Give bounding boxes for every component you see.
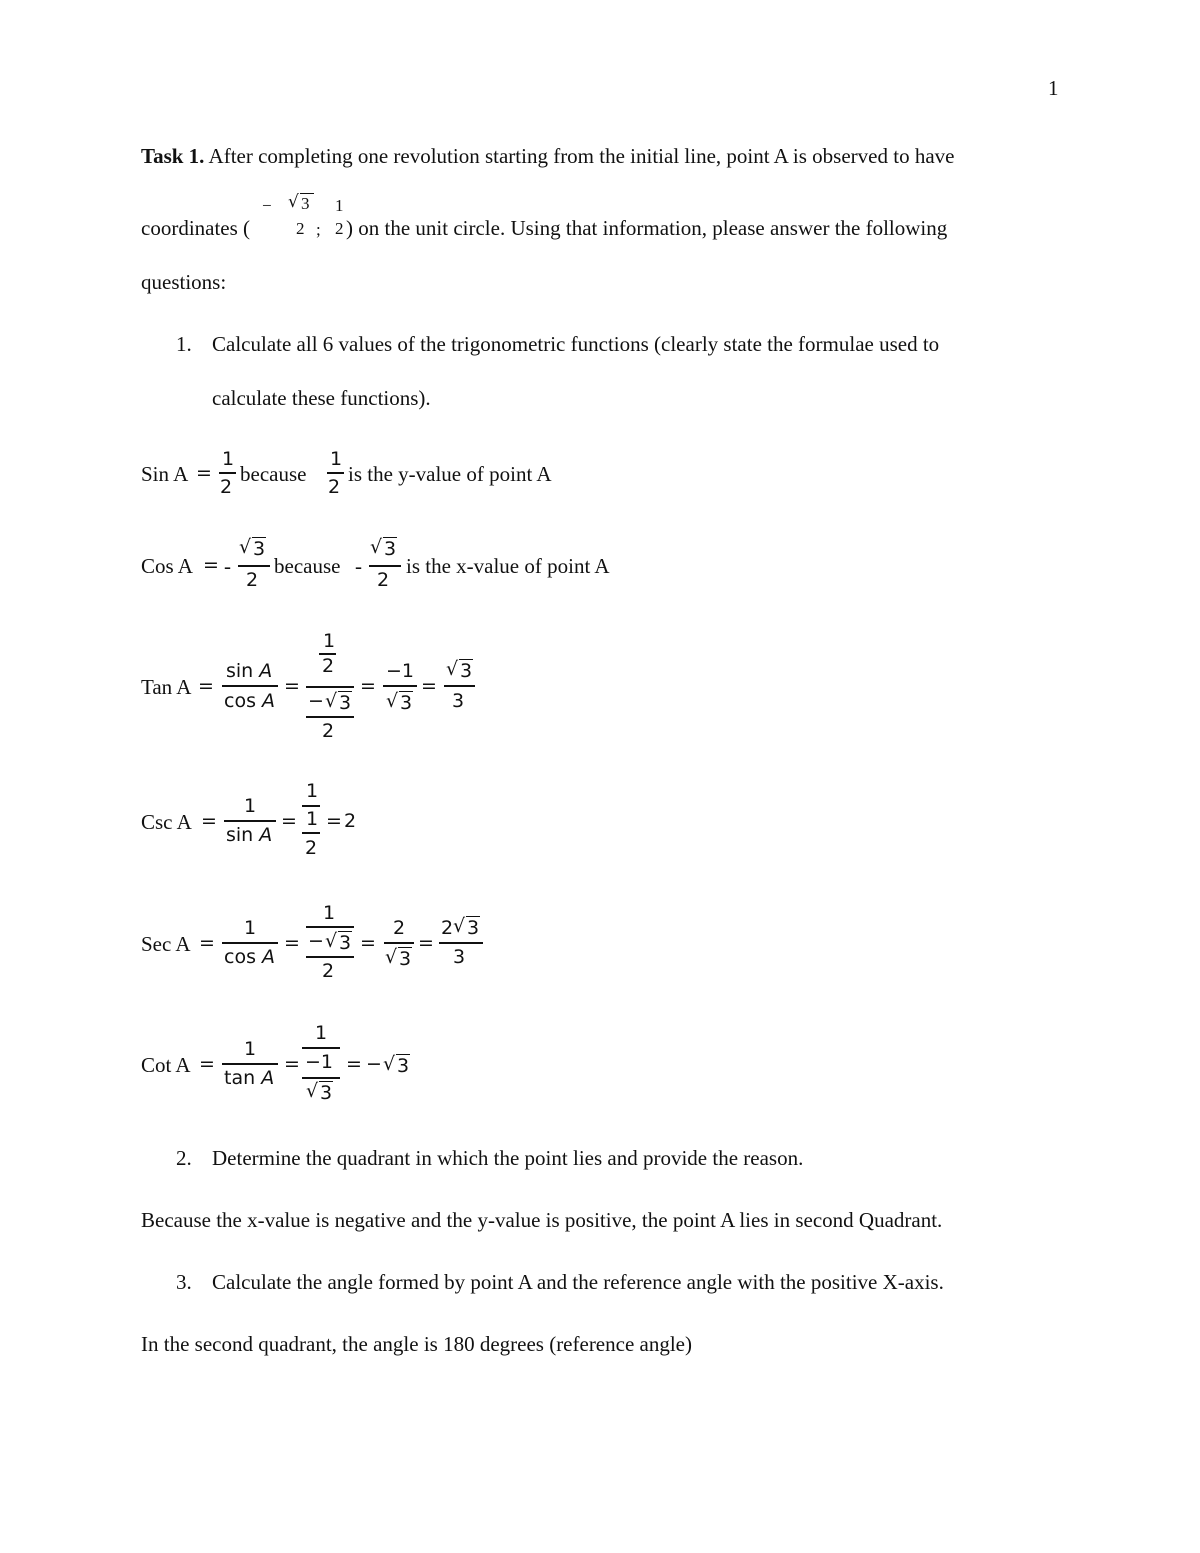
- cot-equals-1: =: [199, 1053, 215, 1075]
- question-1-text: Calculate all 6 values of the trigonometric functions (clearly state the formulae used to: [212, 332, 940, 356]
- question-3-number: 3.: [176, 1270, 192, 1294]
- cos-den-2: 2: [377, 569, 390, 591]
- sin-label: Sin A: [141, 462, 189, 486]
- tan-sin-num: sin A: [226, 660, 273, 682]
- tan-c-num-1: 1: [323, 630, 336, 652]
- tan-equals-2: =: [284, 675, 300, 697]
- sec-equals-2: =: [284, 932, 300, 954]
- sec-label: Sec A: [141, 932, 191, 956]
- coord-separator: ;: [316, 220, 321, 239]
- tan-neg-one: −1: [386, 660, 415, 682]
- cot-num: 1: [244, 1038, 257, 1060]
- csc-result: 2: [344, 810, 357, 832]
- task-intro-line3: questions:: [141, 270, 227, 294]
- cot-label: Cot A: [141, 1053, 191, 1077]
- sin-den-2: 2: [328, 476, 341, 498]
- question-2-number: 2.: [176, 1146, 192, 1170]
- coord-minus: −: [262, 196, 272, 215]
- sec-den: cos A: [224, 946, 276, 968]
- sec-den-3: 3: [453, 946, 466, 968]
- answer-3: In the second quadrant, the angle is 180 degrees (reference angle): [141, 1332, 692, 1356]
- sin-den: 2: [220, 476, 233, 498]
- csc-c-den: 2: [305, 837, 318, 859]
- coordinates-prefix: coordinates (: [141, 216, 251, 240]
- cos-minus: -: [224, 554, 231, 578]
- cot-c-num: 1: [315, 1022, 328, 1044]
- task-label: Task 1.: [141, 144, 205, 168]
- sec-equals-3: =: [360, 932, 376, 954]
- tan-den-3: 3: [452, 690, 465, 712]
- tan-label: Tan A: [141, 675, 192, 699]
- task-intro-line1: [141, 144, 954, 169]
- sin-equals: =: [196, 462, 212, 484]
- sec-c-mid-minus: −: [308, 930, 324, 952]
- sec-num: 1: [244, 917, 257, 939]
- question-2-text: Determine the quadrant in which the point lies and provide the reason.: [212, 1146, 804, 1170]
- question-3-text: Calculate the angle formed by point A and the reference angle with the positive X-axis.: [212, 1270, 944, 1294]
- cos-label: Cos A: [141, 554, 193, 578]
- cot-equals-2: =: [284, 1053, 300, 1075]
- tan-cos-den: cos A: [224, 690, 276, 712]
- sin-num-2: 1: [330, 448, 343, 470]
- sec-two: 2: [393, 917, 406, 939]
- cos-den: 2: [246, 569, 259, 591]
- coordinates-suffix: ) on the unit circle. Using that information, please answer the following: [346, 216, 948, 240]
- csc-equals-3: =: [326, 810, 342, 832]
- cos-because: because: [274, 554, 341, 578]
- sec-equals-1: =: [199, 932, 215, 954]
- sec-c-num: 1: [323, 902, 336, 924]
- question-1-text-cont: calculate these functions).: [212, 386, 431, 410]
- question-1-number: 1.: [176, 332, 192, 356]
- tan-c-num-2: 2: [322, 655, 335, 677]
- tan-equals-4: =: [421, 675, 437, 697]
- answer-2: Because the x-value is negative and the y-value is positive, the point A lies in second Quadrant.: [141, 1208, 943, 1232]
- cot-c-mid: −1: [305, 1051, 334, 1073]
- sec-c-den: 2: [322, 960, 335, 982]
- tan-c-den-minus: −: [308, 690, 324, 712]
- csc-equals-1: =: [201, 810, 217, 832]
- sin-num: 1: [222, 448, 235, 470]
- csc-num: 1: [244, 795, 257, 817]
- cos-tail: is the x-value of point A: [406, 554, 610, 578]
- page-number: 1: [1048, 76, 1059, 100]
- sin-tail: is the y-value of point A: [348, 462, 552, 486]
- sec-equals-4: =: [418, 932, 434, 954]
- cos-minus-2: -: [355, 554, 362, 578]
- csc-label: Csc A: [141, 810, 192, 834]
- coord-y-numerator: 1: [335, 196, 344, 215]
- tan-c-den-2: 2: [322, 720, 335, 742]
- cot-den: tan A: [224, 1067, 275, 1089]
- coord-y-denominator: 2: [335, 219, 344, 238]
- tan-equals-3: =: [360, 675, 376, 697]
- coord-x-denominator: 2: [296, 219, 305, 238]
- csc-c-num: 1: [306, 780, 319, 802]
- csc-c-mid: 1: [306, 808, 319, 830]
- cot-equals-3: =: [346, 1053, 362, 1075]
- csc-equals-2: =: [281, 810, 297, 832]
- cos-equals: =: [203, 554, 219, 576]
- cot-result-minus: −: [366, 1053, 382, 1075]
- sin-because: because: [240, 462, 307, 486]
- sec-two-coef: 2: [441, 917, 454, 939]
- csc-den: sin A: [226, 824, 273, 846]
- tan-equals-1: =: [198, 675, 214, 697]
- task-intro-text: After completing one revolution starting from the initial line, point A is observed to have: [208, 144, 955, 168]
